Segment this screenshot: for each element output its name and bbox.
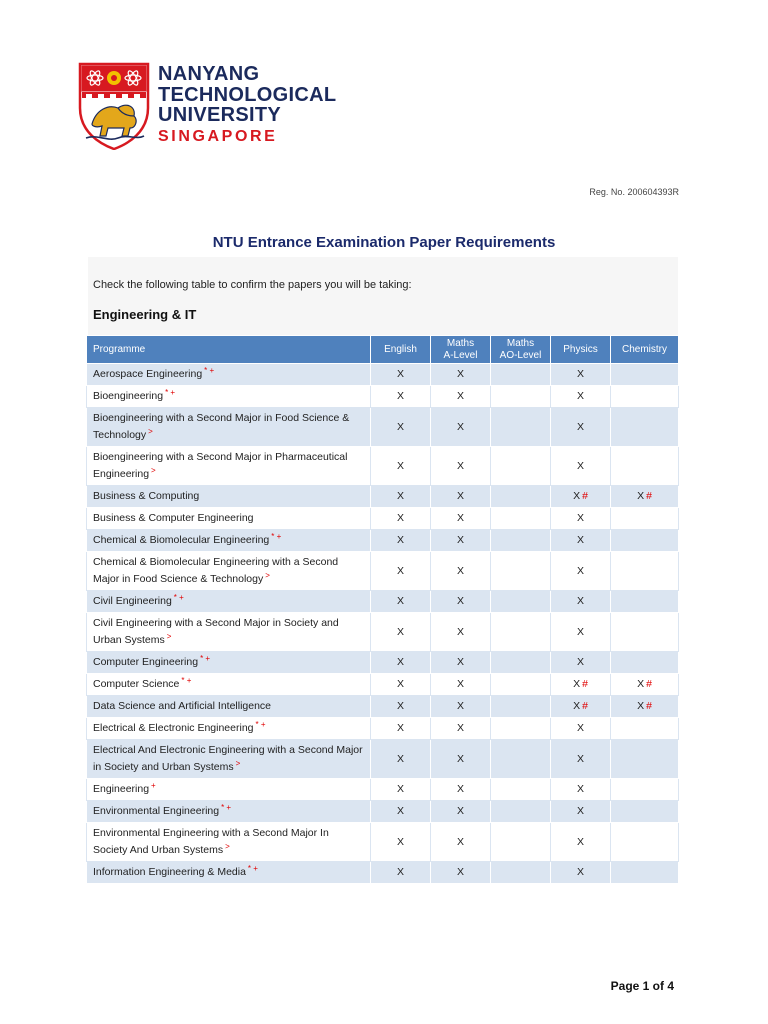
requirement-mark: X (576, 783, 584, 795)
table-row (87, 486, 679, 508)
programme-cell (87, 364, 371, 386)
requirement-mark: X (456, 700, 464, 712)
footnote-marker: * + (181, 675, 192, 685)
maths-ao-cell (491, 696, 551, 718)
maths-a-cell (431, 613, 491, 652)
footnote-marker: * + (165, 387, 176, 397)
maths-ao-cell (491, 740, 551, 779)
physics-cell (551, 408, 611, 447)
table-row (87, 386, 679, 408)
footnote-marker: > (235, 758, 241, 768)
maths-ao-cell (491, 508, 551, 530)
programme-cell (87, 862, 371, 884)
requirement-mark: X (456, 459, 464, 472)
maths-ao-cell (491, 862, 551, 884)
english-cell (371, 447, 431, 486)
requirement-mark: X (396, 625, 404, 638)
maths-a-cell (431, 652, 491, 674)
table-header-row (87, 336, 679, 364)
footnote-marker: > (225, 841, 230, 851)
requirement-mark: X (456, 783, 464, 795)
physics-cell (551, 613, 611, 652)
programme-cell (87, 823, 371, 862)
table-row (87, 508, 679, 530)
page-number: Page 1 of 4 (610, 979, 674, 993)
page-title: NTU Entrance Examination Paper Requirements (212, 234, 556, 251)
requirement-mark: X (456, 678, 464, 690)
hash-marker: # (646, 700, 652, 712)
requirement-mark: X (396, 564, 404, 577)
english-cell (371, 530, 431, 552)
programme-cell (87, 408, 371, 447)
table-row (87, 591, 679, 613)
physics-cell (551, 779, 611, 801)
university-logo (78, 62, 338, 152)
physics-cell (551, 862, 611, 884)
requirement-mark: X (456, 564, 464, 577)
requirement-mark: X (456, 866, 464, 878)
table-row (87, 613, 679, 652)
requirement-mark: X (576, 656, 584, 668)
requirement-mark: X (576, 564, 584, 577)
footnote-marker: > (166, 631, 172, 641)
programme-cell (87, 552, 371, 591)
footnote-marker: * + (200, 653, 211, 663)
programme-name: Information Engineering & Media (93, 866, 246, 878)
programme-name: Computer Engineering (93, 656, 199, 668)
physics-cell (551, 674, 611, 696)
programme-name: Civil Engineering with a Second Major in Society and Urban Systems (93, 617, 339, 646)
programme-cell (87, 674, 371, 696)
chemistry-cell (611, 862, 679, 884)
requirement-mark: X (456, 805, 464, 817)
programme-cell (87, 718, 371, 740)
requirement-mark: X (456, 595, 464, 607)
english-cell (371, 364, 431, 386)
physics-cell (551, 386, 611, 408)
maths-a-cell (431, 801, 491, 823)
physics-cell (551, 508, 611, 530)
chemistry-cell (611, 779, 679, 801)
programme-cell (87, 486, 371, 508)
requirement-mark: X (576, 625, 584, 638)
physics-cell (551, 718, 611, 740)
footnote-marker: * + (204, 365, 215, 375)
requirement-mark: X (456, 368, 464, 380)
university-country: SINGAPORE (158, 127, 278, 145)
programme-cell (87, 508, 371, 530)
chemistry-cell (611, 386, 679, 408)
maths-ao-cell (491, 823, 551, 862)
maths-a-cell (431, 591, 491, 613)
physics-cell (551, 823, 611, 862)
chemistry-cell (611, 530, 679, 552)
programme-name: Electrical And Electronic Engineering with a Second Major in Society and Urban Systems (93, 744, 363, 773)
university-name-line-3: UNIVERSITY (158, 104, 282, 126)
maths-ao-cell (491, 447, 551, 486)
programme-name: Civil Engineering (93, 595, 172, 607)
requirement-mark: X (456, 752, 464, 765)
table-row (87, 740, 679, 779)
programme-name: Bioengineering with a Second Major in Food Science & Technology (93, 412, 350, 441)
chemistry-cell (611, 486, 679, 508)
section-heading: Engineering & IT (93, 307, 197, 322)
requirement-mark: X (396, 700, 404, 712)
crest-icon (78, 62, 150, 150)
maths-ao-cell (491, 613, 551, 652)
programme-name: Bioengineering (93, 390, 164, 402)
requirement-mark: X (576, 368, 584, 380)
maths-a-cell (431, 718, 491, 740)
table-row (87, 364, 679, 386)
programme-cell (87, 652, 371, 674)
programme-name: Data Science and Artificial Intelligence (93, 700, 272, 712)
maths-a-cell (431, 552, 491, 591)
chemistry-cell (611, 652, 679, 674)
programme-cell (87, 801, 371, 823)
maths-a-cell (431, 862, 491, 884)
programme-cell (87, 591, 371, 613)
programme-cell (87, 447, 371, 486)
maths-ao-cell (491, 779, 551, 801)
column-header-maths-ao-level: Maths AO-Level (491, 336, 551, 364)
programme-name: Environmental Engineering with a Second Major In Society And Urban Systems (93, 827, 329, 856)
footnote-marker: * + (221, 802, 232, 812)
table-row (87, 779, 679, 801)
english-cell (371, 552, 431, 591)
requirement-mark: X (456, 490, 464, 502)
programme-name: Electrical & Electronic Engineering (93, 722, 254, 734)
requirement-mark: X (456, 625, 464, 638)
requirement-mark: X (576, 459, 584, 472)
requirement-mark: X (456, 835, 464, 848)
university-name (158, 64, 336, 148)
maths-a-cell (431, 386, 491, 408)
requirement-mark: X (396, 656, 404, 668)
footnote-marker: * + (247, 863, 258, 873)
maths-a-cell (431, 740, 491, 779)
table-row (87, 530, 679, 552)
maths-ao-cell (491, 552, 551, 591)
programme-name: Engineering (93, 783, 150, 795)
requirement-mark: X (396, 783, 404, 795)
programme-name: Chemical & Biomolecular Engineering (93, 534, 270, 546)
maths-a-cell (431, 508, 491, 530)
chemistry-cell (611, 740, 679, 779)
english-cell (371, 718, 431, 740)
requirement-mark: X (573, 490, 581, 502)
chemistry-cell (611, 696, 679, 718)
maths-a-cell (431, 823, 491, 862)
column-header-english: English (371, 336, 431, 364)
programme-cell (87, 696, 371, 718)
maths-ao-cell (491, 364, 551, 386)
university-name-line-2: TECHNOLOGICAL (158, 83, 337, 106)
requirement-mark: X (396, 420, 404, 433)
table-row (87, 696, 679, 718)
physics-cell (551, 530, 611, 552)
footnote-marker: > (148, 426, 153, 436)
table-row (87, 823, 679, 862)
chemistry-cell (611, 718, 679, 740)
programme-name: Environmental Engineering (93, 805, 220, 817)
intro-text: Check the following table to confirm the papers you will be taking: (93, 279, 412, 291)
requirement-mark: X (396, 835, 404, 848)
table-row (87, 408, 679, 447)
physics-cell (551, 740, 611, 779)
column-header-programme: Programme (87, 336, 371, 364)
maths-ao-cell (491, 801, 551, 823)
requirement-mark: X (396, 752, 404, 765)
maths-a-cell (431, 696, 491, 718)
footnote-marker: + (151, 780, 156, 790)
hash-marker: # (646, 490, 652, 502)
english-cell (371, 779, 431, 801)
english-cell (371, 613, 431, 652)
maths-a-cell (431, 530, 491, 552)
requirement-mark: X (456, 534, 464, 546)
requirement-mark: X (396, 722, 404, 734)
requirement-mark: X (396, 512, 404, 524)
maths-ao-cell (491, 486, 551, 508)
requirement-mark: X (576, 722, 584, 734)
table-row (87, 674, 679, 696)
maths-ao-cell (491, 652, 551, 674)
maths-a-cell (431, 364, 491, 386)
requirement-mark: X (456, 420, 464, 433)
requirement-mark: X (576, 512, 584, 524)
requirement-mark: X (456, 390, 464, 402)
requirement-mark: X (576, 752, 584, 765)
programme-name: Computer Science (93, 678, 180, 690)
registration-number: Reg. No. 200604393R (589, 187, 679, 197)
programme-name: Chemical & Biomolecular Engineering with a Second Major in Food Science & Technology (93, 556, 339, 585)
footnote-marker: * + (255, 719, 266, 729)
maths-ao-cell (491, 591, 551, 613)
hash-marker: # (582, 678, 588, 690)
english-cell (371, 408, 431, 447)
footnote-marker: * + (173, 592, 184, 602)
requirement-mark: X (576, 866, 584, 878)
chemistry-cell (611, 823, 679, 862)
programme-name: Business & Computing (93, 490, 200, 502)
physics-cell (551, 552, 611, 591)
footnote-marker: > (151, 465, 156, 475)
maths-ao-cell (491, 386, 551, 408)
column-header-maths-a-level: Maths A-Level (431, 336, 491, 364)
intro-panel (88, 257, 678, 335)
english-cell (371, 591, 431, 613)
requirement-mark: X (576, 534, 584, 546)
chemistry-cell (611, 801, 679, 823)
chemistry-cell (611, 674, 679, 696)
footnote-marker: > (265, 570, 270, 580)
requirement-mark: X (396, 390, 404, 402)
requirement-mark: X (396, 368, 404, 380)
physics-cell (551, 486, 611, 508)
requirement-mark: X (637, 700, 645, 712)
maths-ao-cell (491, 674, 551, 696)
requirement-mark: X (396, 459, 404, 472)
english-cell (371, 486, 431, 508)
chemistry-cell (611, 447, 679, 486)
chemistry-cell (611, 552, 679, 591)
table-row (87, 652, 679, 674)
requirement-mark: X (576, 390, 584, 402)
requirement-mark: X (573, 700, 581, 712)
requirement-mark: X (456, 722, 464, 734)
english-cell (371, 508, 431, 530)
english-cell (371, 862, 431, 884)
hash-marker: # (582, 490, 588, 502)
chemistry-cell (611, 591, 679, 613)
requirement-mark: X (396, 490, 404, 502)
physics-cell (551, 447, 611, 486)
requirement-mark: X (576, 805, 584, 817)
programme-cell (87, 779, 371, 801)
physics-cell (551, 801, 611, 823)
hash-marker: # (582, 700, 588, 712)
requirement-mark: X (576, 595, 584, 607)
chemistry-cell (611, 508, 679, 530)
university-name-line-1: NANYANG (158, 63, 260, 85)
english-cell (371, 652, 431, 674)
table-row (87, 718, 679, 740)
programme-name: Bioengineering with a Second Major in Pharmaceutical Engineering (93, 451, 348, 480)
english-cell (371, 696, 431, 718)
table-row (87, 801, 679, 823)
maths-a-cell (431, 408, 491, 447)
english-cell (371, 386, 431, 408)
chemistry-cell (611, 364, 679, 386)
table-row (87, 552, 679, 591)
table-row (87, 447, 679, 486)
requirement-mark: X (396, 866, 404, 878)
chemistry-cell (611, 408, 679, 447)
requirement-mark: X (637, 490, 645, 502)
physics-cell (551, 591, 611, 613)
programme-name: Business & Computer Engineering (93, 512, 254, 524)
requirement-mark: X (637, 678, 645, 690)
requirement-mark: X (396, 678, 404, 690)
english-cell (371, 674, 431, 696)
requirement-mark: X (573, 678, 581, 690)
maths-a-cell (431, 779, 491, 801)
requirement-mark: X (456, 512, 464, 524)
maths-a-cell (431, 486, 491, 508)
physics-cell (551, 652, 611, 674)
maths-ao-cell (491, 718, 551, 740)
requirement-mark: X (576, 420, 584, 433)
programme-cell (87, 530, 371, 552)
requirement-mark: X (456, 656, 464, 668)
hash-marker: # (646, 678, 652, 690)
column-header-chemistry: Chemistry (611, 336, 679, 364)
physics-cell (551, 696, 611, 718)
requirements-table (86, 335, 679, 884)
footnote-marker: * + (271, 531, 282, 541)
table-row (87, 862, 679, 884)
english-cell (371, 801, 431, 823)
requirement-mark: X (396, 534, 404, 546)
english-cell (371, 740, 431, 779)
maths-ao-cell (491, 530, 551, 552)
programme-name: Aerospace Engineering (93, 368, 203, 380)
programme-cell (87, 613, 371, 652)
programme-cell (87, 386, 371, 408)
maths-a-cell (431, 674, 491, 696)
maths-ao-cell (491, 408, 551, 447)
requirement-mark: X (396, 805, 404, 817)
chemistry-cell (611, 613, 679, 652)
requirement-mark: X (576, 835, 584, 848)
programme-cell (87, 740, 371, 779)
physics-cell (551, 364, 611, 386)
maths-a-cell (431, 447, 491, 486)
column-header-physics: Physics (551, 336, 611, 364)
requirement-mark: X (396, 595, 404, 607)
english-cell (371, 823, 431, 862)
